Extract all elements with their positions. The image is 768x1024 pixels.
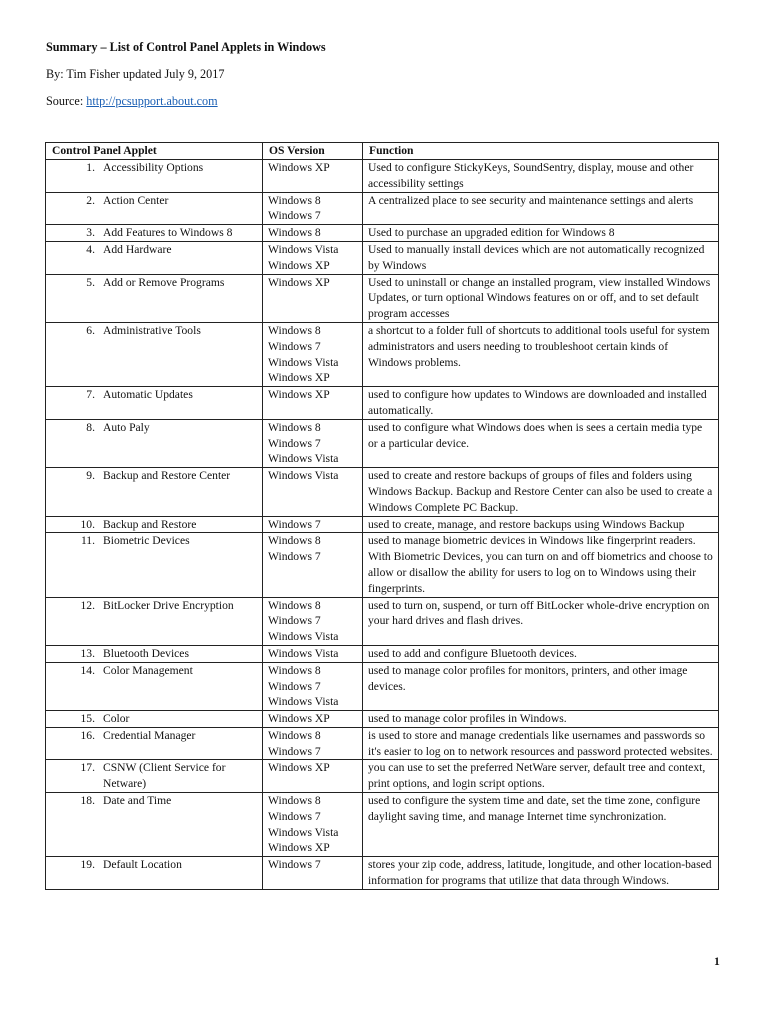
row-number: 14. [80,663,95,677]
os-version: Windows Vista [268,469,339,483]
applet-cell [46,662,263,710]
applet-entry [51,598,258,614]
applet-entry [51,646,258,662]
os-version: Windows 7 [268,339,321,353]
applet-entry [51,225,258,241]
applets-table [45,142,719,890]
function-cell: A centralized place to see security and maintenance settings and alerts [363,192,719,225]
applet-cell [46,387,263,420]
os-version: Windows XP [268,161,330,174]
applet-cell [46,711,263,728]
function-cell: Used to manually install devices which are not automatically recognized by Windows [363,241,719,274]
applet-name: Accessibility Options [103,161,204,174]
os-version-cell [263,160,363,193]
os-version-cell [263,241,363,274]
applet-entry [51,517,258,533]
row-number: 13. [80,646,95,660]
applet-name: CSNW (Client Service for Netware) [103,761,226,791]
applet-entry [51,387,258,403]
applet-entry [51,242,258,258]
os-version: Windows XP [268,388,330,402]
function-cell: used to create and restore backups of groups of files and folders using Windows Backup. Backup and Restore Center can also be used to create a Windows Complete PC Backup. [363,468,719,516]
os-version: Windows 7 [268,679,321,693]
function-cell: used to create, manage, and restore backups using Windows Backup [363,516,719,533]
function-cell: stores your zip code, address, latitude, longitude, and other location-based information for programs that utilize that data through Windows. [363,857,719,890]
os-version: Windows XP [268,712,330,726]
function-cell: used to add and configure Bluetooth devices. [363,645,719,662]
applet-name: Biometric Devices [103,534,190,548]
function-cell: a shortcut to a folder full of shortcuts to additional tools useful for system administrators and users needing to troubleshoot certain kinds of Windows problems. [363,322,719,386]
table-row [46,241,719,274]
os-version-cell [263,516,363,533]
function-cell: you can use to set the preferred NetWare server, default tree and context, print options, and login script options. [363,760,719,793]
function-cell: used to manage color profiles for monitors, printers, and other image devices. [363,662,719,710]
applet-entry [51,728,258,744]
applet-entry [51,420,258,436]
row-number: 3. [86,226,95,240]
os-version: Windows 8 [268,728,321,742]
table-row [46,760,719,793]
os-version: Windows 7 [268,614,321,628]
row-number: 18. [80,794,95,808]
row-number: 2. [86,193,95,207]
applet-cell [46,192,263,225]
os-version: Windows XP [268,761,330,775]
table-row [46,516,719,533]
applet-name: BitLocker Drive Encryption [103,598,234,612]
os-version-cell [263,645,363,662]
os-version-cell [263,192,363,225]
os-version: Windows 7 [268,550,321,564]
os-version-cell [263,711,363,728]
applet-entry [51,275,258,291]
applet-entry [51,160,258,176]
applet-entry [51,760,258,792]
os-version-cell [263,760,363,793]
applet-name: Add Features to Windows 8 [103,226,233,240]
applet-entry [51,663,258,679]
applet-name: Backup and Restore Center [103,469,231,483]
function-cell: used to configure the system time and date, set the time zone, configure daylight saving time, and manage Internet time synchronization. [363,793,719,857]
applet-entry [51,857,258,873]
os-version-cell [263,225,363,242]
os-version-cell [263,662,363,710]
os-version: Windows 8 [268,323,321,337]
table-row [46,727,719,760]
os-version-cell [263,857,363,890]
applet-cell [46,533,263,597]
applet-cell [46,760,263,793]
applet-name: Automatic Updates [103,388,193,402]
table-row [46,662,719,710]
header-os-version: OS Version [263,143,363,160]
os-version: Windows XP [268,841,330,855]
row-number: 5. [86,275,95,289]
os-version-cell [263,597,363,645]
applet-cell [46,727,263,760]
os-version: Windows 8 [268,794,321,808]
header-applet: Control Panel Applet [46,143,263,160]
os-version: Windows 7 [268,436,321,450]
applet-entry [51,323,258,339]
header-function: Function [363,143,719,160]
os-version: Windows 8 [268,598,321,612]
os-version: Windows Vista [268,646,339,660]
applet-cell [46,516,263,533]
os-version: Windows 8 [268,420,321,434]
table-row [46,468,719,516]
applet-entry [51,793,258,809]
applet-cell [46,160,263,193]
os-version: Windows Vista [268,355,339,369]
table-row [46,419,719,467]
row-number: 4. [86,242,95,256]
applet-name: Auto Paly [103,420,150,434]
document-title: Summary – List of Control Panel Applets in Windows [46,40,326,54]
row-number: 1. [86,161,95,174]
table-row [46,857,719,890]
row-number: 17. [80,761,95,775]
os-version: Windows XP [268,275,330,289]
row-number: 16. [80,728,95,742]
table-row [46,533,719,597]
table-row [46,645,719,662]
page-number: 1 [714,955,720,968]
table-row [46,711,719,728]
os-version: Windows Vista [268,630,339,644]
applet-name: Backup and Restore [103,517,197,531]
os-version: Windows Vista [268,825,339,839]
os-version: Windows 7 [268,517,321,531]
function-cell: used to configure what Windows does when is sees a certain media type or a particular device. [363,419,719,467]
table-row [46,322,719,386]
os-version-cell [263,468,363,516]
row-number: 8. [86,420,95,434]
os-version: Windows Vista [268,695,339,709]
row-number: 19. [80,858,95,872]
row-number: 10. [80,517,95,531]
row-number: 6. [86,323,95,337]
row-number: 11. [80,534,95,548]
table-header-row [46,143,719,160]
function-cell: Used to configure StickyKeys, SoundSentry, display, mouse and other accessibility settings [363,160,719,193]
applet-name: Color Management [103,663,193,677]
os-version: Windows Vista [268,242,339,256]
applet-entry [51,533,258,549]
applet-cell [46,793,263,857]
function-cell: Used to uninstall or change an installed program, view installed Windows Updates, or turn optional Windows features on or off, and to set default program accesses [363,274,719,322]
source-label: Source: [46,94,87,108]
os-version-cell [263,793,363,857]
os-version: Windows 7 [268,809,321,823]
applet-cell [46,857,263,890]
applet-name: Add Hardware [103,242,172,256]
table-row [46,192,719,225]
table-body [46,160,719,890]
table-row [46,597,719,645]
applet-name: Bluetooth Devices [103,646,189,660]
os-version-cell [263,274,363,322]
applet-cell [46,274,263,322]
applet-name: Credential Manager [103,728,196,742]
applet-cell [46,468,263,516]
table-row [46,793,719,857]
os-version: Windows XP [268,371,330,385]
function-cell: used to manage biometric devices in Windows like fingerprint readers. With Biometric Devices, you can turn on and off biometrics and choose to allow or disallow the ability for users to log on to Windows using their fingerprints. [363,533,719,597]
os-version: Windows Vista [268,452,339,466]
os-version: Windows 7 [268,858,321,872]
os-version: Windows 8 [268,534,321,548]
source-line [46,93,218,109]
applet-entry [51,711,258,727]
source-link[interactable]: http://pcsupport.about.com [86,94,218,108]
os-version-cell [263,727,363,760]
applet-entry [51,468,258,484]
applet-name: Administrative Tools [103,323,201,337]
row-number: 15. [80,712,95,726]
applet-name: Default Location [103,858,182,872]
applet-name: Add or Remove Programs [103,275,225,289]
function-cell: used to configure how updates to Windows are downloaded and installed automatically. [363,387,719,420]
applet-name: Action Center [103,193,169,207]
os-version: Windows 8 [268,193,321,207]
row-number: 7. [86,388,95,402]
os-version-cell [263,533,363,597]
author-line: By: Tim Fisher updated July 9, 2017 [46,67,225,81]
function-cell: is used to store and manage credentials like usernames and passwords so it's easier to log on to network resources and password protected websites. [363,727,719,760]
os-version-cell [263,387,363,420]
function-cell: Used to purchase an upgraded edition for Windows 8 [363,225,719,242]
table-row [46,160,719,193]
table-row [46,274,719,322]
os-version-cell [263,419,363,467]
table-row [46,387,719,420]
applet-cell [46,419,263,467]
os-version: Windows 8 [268,663,321,677]
os-version: Windows 8 [268,226,321,240]
os-version: Windows 7 [268,744,321,758]
os-version: Windows 7 [268,209,321,223]
row-number: 9. [86,469,95,483]
applet-cell [46,645,263,662]
function-cell: used to turn on, suspend, or turn off BitLocker whole-drive encryption on your hard drives and flash drives. [363,597,719,645]
applet-cell [46,322,263,386]
applet-name: Date and Time [103,794,172,808]
table-row [46,225,719,242]
os-version-cell [263,322,363,386]
function-cell: used to manage color profiles in Windows. [363,711,719,728]
applet-cell [46,597,263,645]
os-version: Windows XP [268,258,330,272]
applet-cell [46,241,263,274]
applet-entry [51,193,258,209]
applet-name: Color [103,712,130,726]
applet-cell [46,225,263,242]
row-number: 12. [80,598,95,612]
